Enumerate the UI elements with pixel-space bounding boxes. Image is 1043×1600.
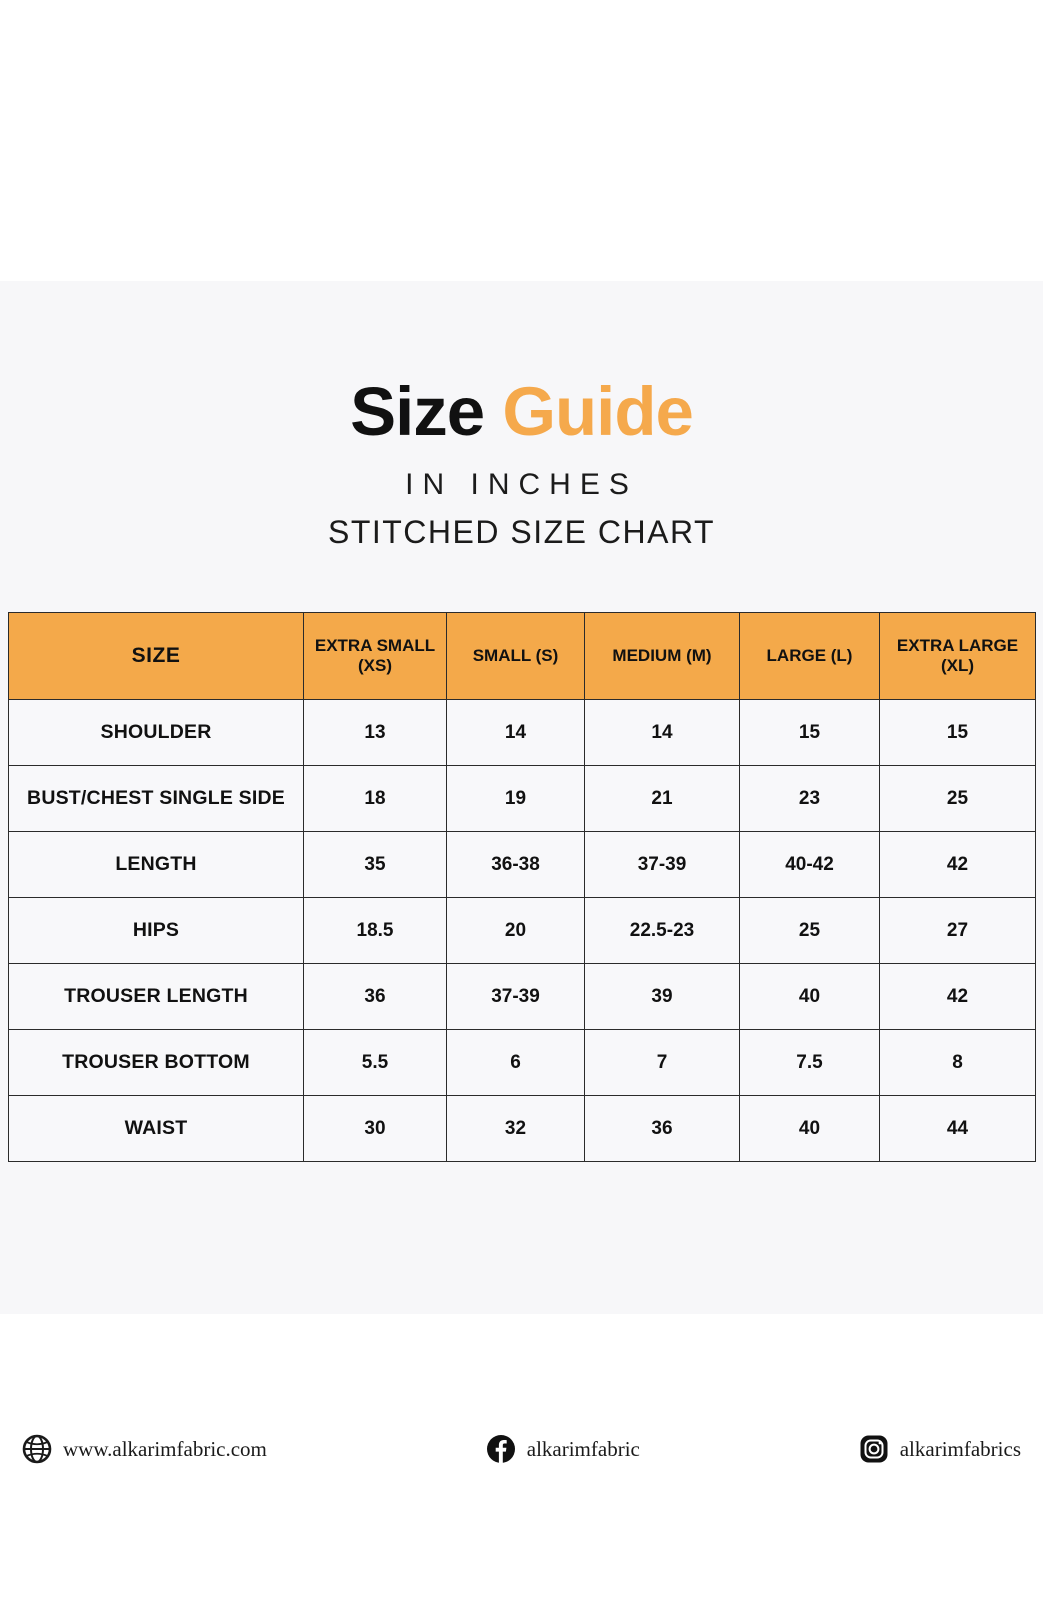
table-header-xl: EXTRA LARGE (XL): [880, 613, 1036, 700]
row-label: HIPS: [9, 898, 304, 964]
row-label: TROUSER BOTTOM: [9, 1030, 304, 1096]
table-row: [9, 700, 1036, 766]
cell-xl: 15: [880, 700, 1036, 766]
cell-s: 19: [447, 766, 585, 832]
cell-xs: 5.5: [304, 1030, 447, 1096]
table-row: [9, 1030, 1036, 1096]
cell-xs: 18.5: [304, 898, 447, 964]
cell-s: 36-38: [447, 832, 585, 898]
cell-xs: 35: [304, 832, 447, 898]
cell-l: 40: [740, 1096, 880, 1162]
cell-xs: 30: [304, 1096, 447, 1162]
footer-website-label: www.alkarimfabric.com: [63, 1436, 267, 1461]
cell-m: 21: [585, 766, 740, 832]
cell-xl: 8: [880, 1030, 1036, 1096]
row-label: TROUSER LENGTH: [9, 964, 304, 1030]
table-header-row: [9, 613, 1036, 700]
cell-xl: 42: [880, 964, 1036, 1030]
cell-xs: 18: [304, 766, 447, 832]
title-part-size: Size: [350, 373, 503, 450]
cell-m: 36: [585, 1096, 740, 1162]
cell-m: 7: [585, 1030, 740, 1096]
row-label: WAIST: [9, 1096, 304, 1162]
size-guide-panel: [0, 281, 1043, 1461]
instagram-icon: [859, 1434, 889, 1464]
table-header-size: SIZE: [9, 613, 304, 700]
cell-m: 14: [585, 700, 740, 766]
table-row: [9, 898, 1036, 964]
table-header-l: LARGE (L): [740, 613, 880, 700]
cell-s: 6: [447, 1030, 585, 1096]
cell-s: 14: [447, 700, 585, 766]
cell-l: 40: [740, 964, 880, 1030]
cell-s: 37-39: [447, 964, 585, 1030]
cell-m: 22.5-23: [585, 898, 740, 964]
table-row: [9, 1096, 1036, 1162]
page-title: [0, 373, 1043, 450]
footer-facebook-label: alkarimfabric: [526, 1436, 640, 1461]
cell-xl: 42: [880, 832, 1036, 898]
table-header-s: SMALL (S): [447, 613, 585, 700]
row-label: BUST/CHEST SINGLE SIDE: [9, 766, 304, 832]
cell-l: 40-42: [740, 832, 880, 898]
cell-xs: 13: [304, 700, 447, 766]
cell-xl: 44: [880, 1096, 1036, 1162]
globe-icon: [22, 1434, 52, 1464]
cell-xs: 36: [304, 964, 447, 1030]
cell-m: 37-39: [585, 832, 740, 898]
cell-l: 7.5: [740, 1030, 880, 1096]
title-part-guide: Guide: [502, 373, 693, 450]
table-header: [9, 613, 1036, 700]
subtitle-chart-type: STITCHED SIZE CHART: [327, 514, 716, 550]
size-table-container: [8, 612, 1035, 1162]
cell-l: 23: [740, 766, 880, 832]
table-header-m: MEDIUM (M): [585, 613, 740, 700]
subtitle-units: IN INCHES: [405, 468, 638, 501]
row-label: SHOULDER: [9, 700, 304, 766]
cell-m: 39: [585, 964, 740, 1030]
footer-website[interactable]: [22, 1434, 267, 1464]
cell-xl: 25: [880, 766, 1036, 832]
table-row: [9, 766, 1036, 832]
cell-l: 25: [740, 898, 880, 964]
cell-l: 15: [740, 700, 880, 766]
cell-s: 20: [447, 898, 585, 964]
header-block: [0, 281, 1043, 551]
cell-xl: 27: [880, 898, 1036, 964]
footer-instagram-label: alkarimfabrics: [899, 1436, 1021, 1461]
footer-facebook[interactable]: [486, 1434, 640, 1464]
table-body: [9, 700, 1036, 1162]
table-header-xs: EXTRA SMALL (XS): [304, 613, 447, 700]
footer-instagram[interactable]: [859, 1434, 1021, 1464]
table-row: [9, 964, 1036, 1030]
cell-s: 32: [447, 1096, 585, 1162]
footer: [8, 1434, 1035, 1464]
row-label: LENGTH: [9, 832, 304, 898]
table-row: [9, 832, 1036, 898]
size-table: [8, 612, 1036, 1162]
facebook-icon: [486, 1434, 516, 1464]
